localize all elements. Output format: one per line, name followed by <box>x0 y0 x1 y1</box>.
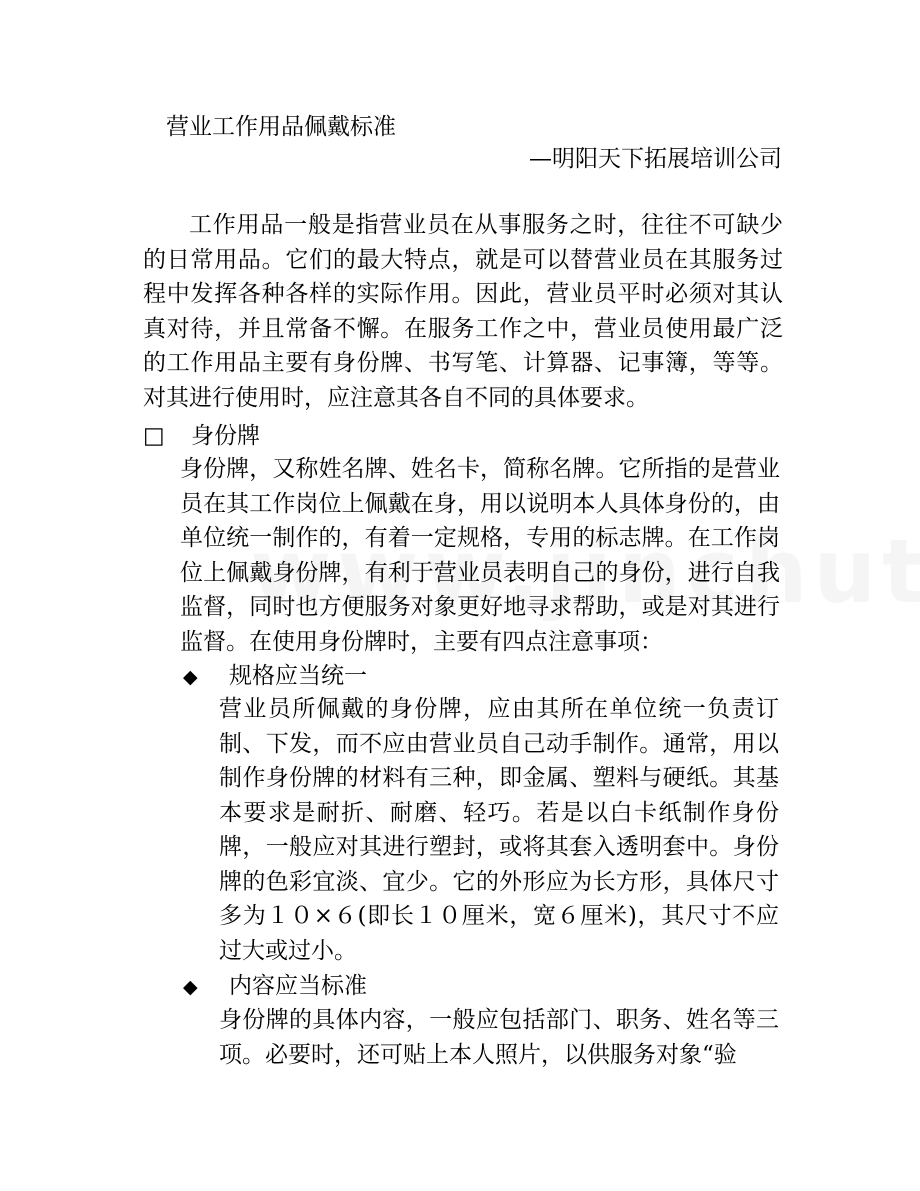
diamond-bullet-icon: ◆ <box>183 976 198 998</box>
bullet-heading-label: 规格应当统一 <box>229 663 367 689</box>
bullet-heading-label: 内容应当标准 <box>229 973 367 999</box>
bullet-heading-content <box>183 969 367 1004</box>
checkbox-square-icon: □ <box>143 423 165 449</box>
diamond-bullet-icon: ◆ <box>183 666 198 688</box>
section-heading <box>143 419 260 453</box>
section-body-paragraph: 身份牌，又称姓名牌、姓名卡，简称名牌。它所指的是营业员在其工作岗位上佩戴在身，用以说明本人具体身份的，由单位统一制作的，有着一定规格，专用的标志牌。在工作岗位上佩戴身份牌，有利于营业员表明自己的身份，进行自我监督，同时也方便服务对象更好地寻求帮助，或是对其进行监督。在使用身份牌时，主要有四点注意事项： <box>180 456 780 655</box>
document-subtitle: —明阳天下拓展培训公司 <box>529 146 782 172</box>
bullet-heading-specs <box>183 659 367 694</box>
bullet-body-paragraph: 身份牌的具体内容，一般应包括部门、职务、姓名等三项。必要时，还可贴上本人照片，以供服务对象“验 <box>219 1007 779 1068</box>
bullet-body-paragraph: 营业员所佩戴的身份牌，应由其所在单位统一负责订制、下发，而不应由营业员自己动手制作。通常，用以制作身份牌的材料有三种，即金属、塑料与硬纸。其基本要求是耐折、耐磨、轻巧。若是以白卡纸制作身份牌，一般应对其进行塑封，或将其套入透明套中。身份牌的色彩宜淡、宜少。它的外形应为长方形，具体尺寸多为１０×６(即长１０厘米，宽６厘米)，其尺寸不应过大或过小。 <box>219 696 779 964</box>
section-heading-label: 身份牌 <box>191 423 260 449</box>
intro-paragraph: 工作用品一般是指营业员在从事服务之时，往往不可缺少的日常用品。它们的最大特点，就是可以替营业员在其服务过程中发挥各种各样的实际作用。因此，营业员平时必须对其认真对待，并且常备不懈。在服务工作之中，营业员使用最广泛的工作用品主要有身份牌、书写笔、计算器、记事簿，等等。对其进行使用时，应注意其各自不同的具体要求。 <box>143 212 783 411</box>
document-title: 营业工作用品佩戴标准 <box>166 114 396 140</box>
